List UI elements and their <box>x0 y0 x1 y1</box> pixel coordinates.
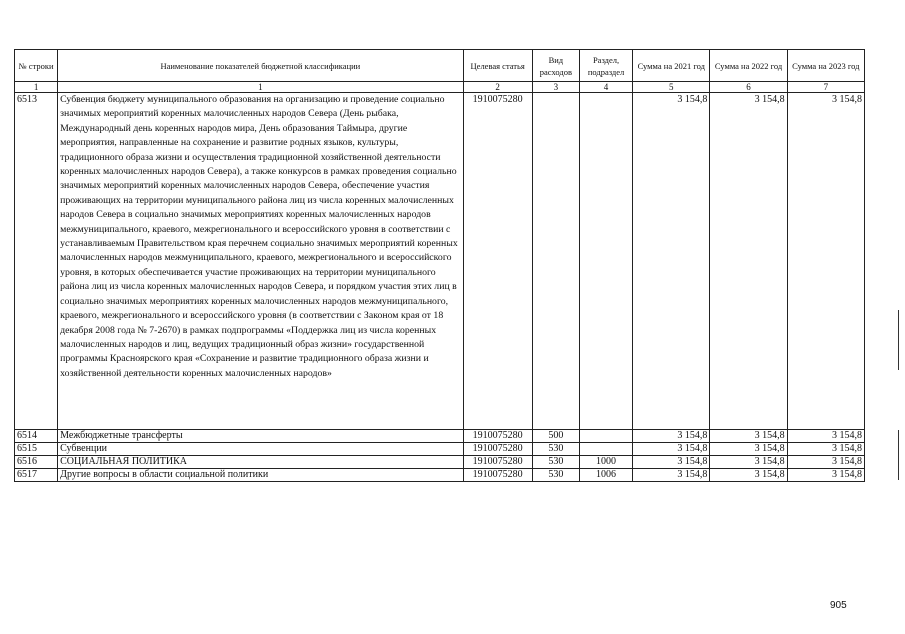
header-name: Наименование показателей бюджетной классификации <box>58 50 463 82</box>
row-sum-2021: 3 154,8 <box>633 430 710 443</box>
row-name: Субвенция бюджету муниципального образования на организацию и проведение социально значимых мероприятий коренных малочисленных народов Севера (День рыбака, Международный день коренных народов мира, День образования Таймыра, другие мероприятия, направленные на сохранение и развитие родных языков, культуры, традиционного образа жизни и осуществления традиционной хозяйственной деятельности коренных малочисленных народов Севера), а также конкурсов в рамках проведения социально значимых мероприятий коренных малочисленных народов Севера, обеспечение участия проживающих на территории муниципального района лиц из числа коренных малочисленных народов Севера в социально значимых мероприятиях коренных малочисленных народов межмуниципального, краевого, межрегионального и всероссийского уровня в соответствии с устанавливаемым Правительством края перечнем социально значимых мероприятий коренных малочисленных народов межмуниципального, краевого, межрегионального и всероссийского уровня, в которых обеспечивается участие проживающих на территории муниципального района лиц из числа коренных малочисленных народов Севера, и порядком участия этих лиц в социально значимых мероприятиях коренных малочисленных народов межмуниципального, краевого, межрегионального и всероссийского уровня (в соответствии с Законом края от 18 декабря 2008 года № 7-2670) в рамках подпрограммы «Поддержка лиц из числа коренных малочисленных народов и лиц, ведущих традиционный образ жизни» государственной программы Красноярского края «Сохранение и развитие традиционного образа жизни и хозяйственной деятельности коренных малочисленных народов» <box>58 93 463 430</box>
row-sum-2022: 3 154,8 <box>710 456 787 469</box>
row-expense-type: 530 <box>532 443 579 456</box>
column-number: 3 <box>532 82 579 93</box>
row-section <box>579 430 632 443</box>
header-target-article: Целевая статья <box>463 50 532 82</box>
table-row <box>15 456 865 469</box>
row-target-article: 1910075280 <box>463 430 532 443</box>
header-row <box>15 50 865 82</box>
header-sum-2022: Сумма на 2022 год <box>710 50 787 82</box>
row-sum-2022: 3 154,8 <box>710 430 787 443</box>
row-sum-2023: 3 154,8 <box>787 469 864 482</box>
row-number: 6517 <box>15 469 58 482</box>
column-number: 1 <box>15 82 58 93</box>
row-number: 6516 <box>15 456 58 469</box>
column-number: 4 <box>579 82 632 93</box>
row-sum-2021: 3 154,8 <box>633 456 710 469</box>
row-sum-2023: 3 154,8 <box>787 443 864 456</box>
table-row <box>15 93 865 430</box>
column-number: 5 <box>633 82 710 93</box>
row-sum-2021: 3 154,8 <box>633 93 710 430</box>
row-name: Межбюджетные трансферты <box>58 430 463 443</box>
row-name: Субвенции <box>58 443 463 456</box>
header-sum-2023: Сумма на 2023 год <box>787 50 864 82</box>
row-number: 6514 <box>15 430 58 443</box>
row-sum-2023: 3 154,8 <box>787 456 864 469</box>
table-row <box>15 469 865 482</box>
column-number: 2 <box>463 82 532 93</box>
header-row-number: № строки <box>15 50 58 82</box>
row-target-article: 1910075280 <box>463 469 532 482</box>
row-number: 6515 <box>15 443 58 456</box>
row-expense-type <box>532 93 579 430</box>
table-row <box>15 443 865 456</box>
row-sum-2022: 3 154,8 <box>710 469 787 482</box>
row-expense-type: 530 <box>532 456 579 469</box>
column-number: 6 <box>710 82 787 93</box>
column-number-row <box>15 82 865 93</box>
budget-table <box>14 49 865 482</box>
row-target-article: 1910075280 <box>463 456 532 469</box>
row-expense-type: 500 <box>532 430 579 443</box>
header-expense-type: Вид расходов <box>532 50 579 82</box>
row-name: Другие вопросы в области социальной политики <box>58 469 463 482</box>
row-section <box>579 443 632 456</box>
row-sum-2022: 3 154,8 <box>710 443 787 456</box>
row-expense-type: 530 <box>532 469 579 482</box>
header-sum-2021: Сумма на 2021 год <box>633 50 710 82</box>
row-section: 1000 <box>579 456 632 469</box>
table-row <box>15 430 865 443</box>
row-target-article: 1910075280 <box>463 93 532 430</box>
column-number: 7 <box>787 82 864 93</box>
row-sum-2023: 3 154,8 <box>787 93 864 430</box>
row-target-article: 1910075280 <box>463 443 532 456</box>
scan-edge-mark <box>898 430 899 480</box>
row-sum-2023: 3 154,8 <box>787 430 864 443</box>
row-number: 6513 <box>15 93 58 430</box>
row-sum-2022: 3 154,8 <box>710 93 787 430</box>
row-sum-2021: 3 154,8 <box>633 443 710 456</box>
column-number: 1 <box>58 82 463 93</box>
row-section: 1006 <box>579 469 632 482</box>
scan-edge-mark <box>898 310 899 370</box>
row-name: СОЦИАЛЬНАЯ ПОЛИТИКА <box>58 456 463 469</box>
row-sum-2021: 3 154,8 <box>633 469 710 482</box>
header-section: Раздел, подраздел <box>579 50 632 82</box>
row-section <box>579 93 632 430</box>
page-number: 905 <box>830 600 847 611</box>
